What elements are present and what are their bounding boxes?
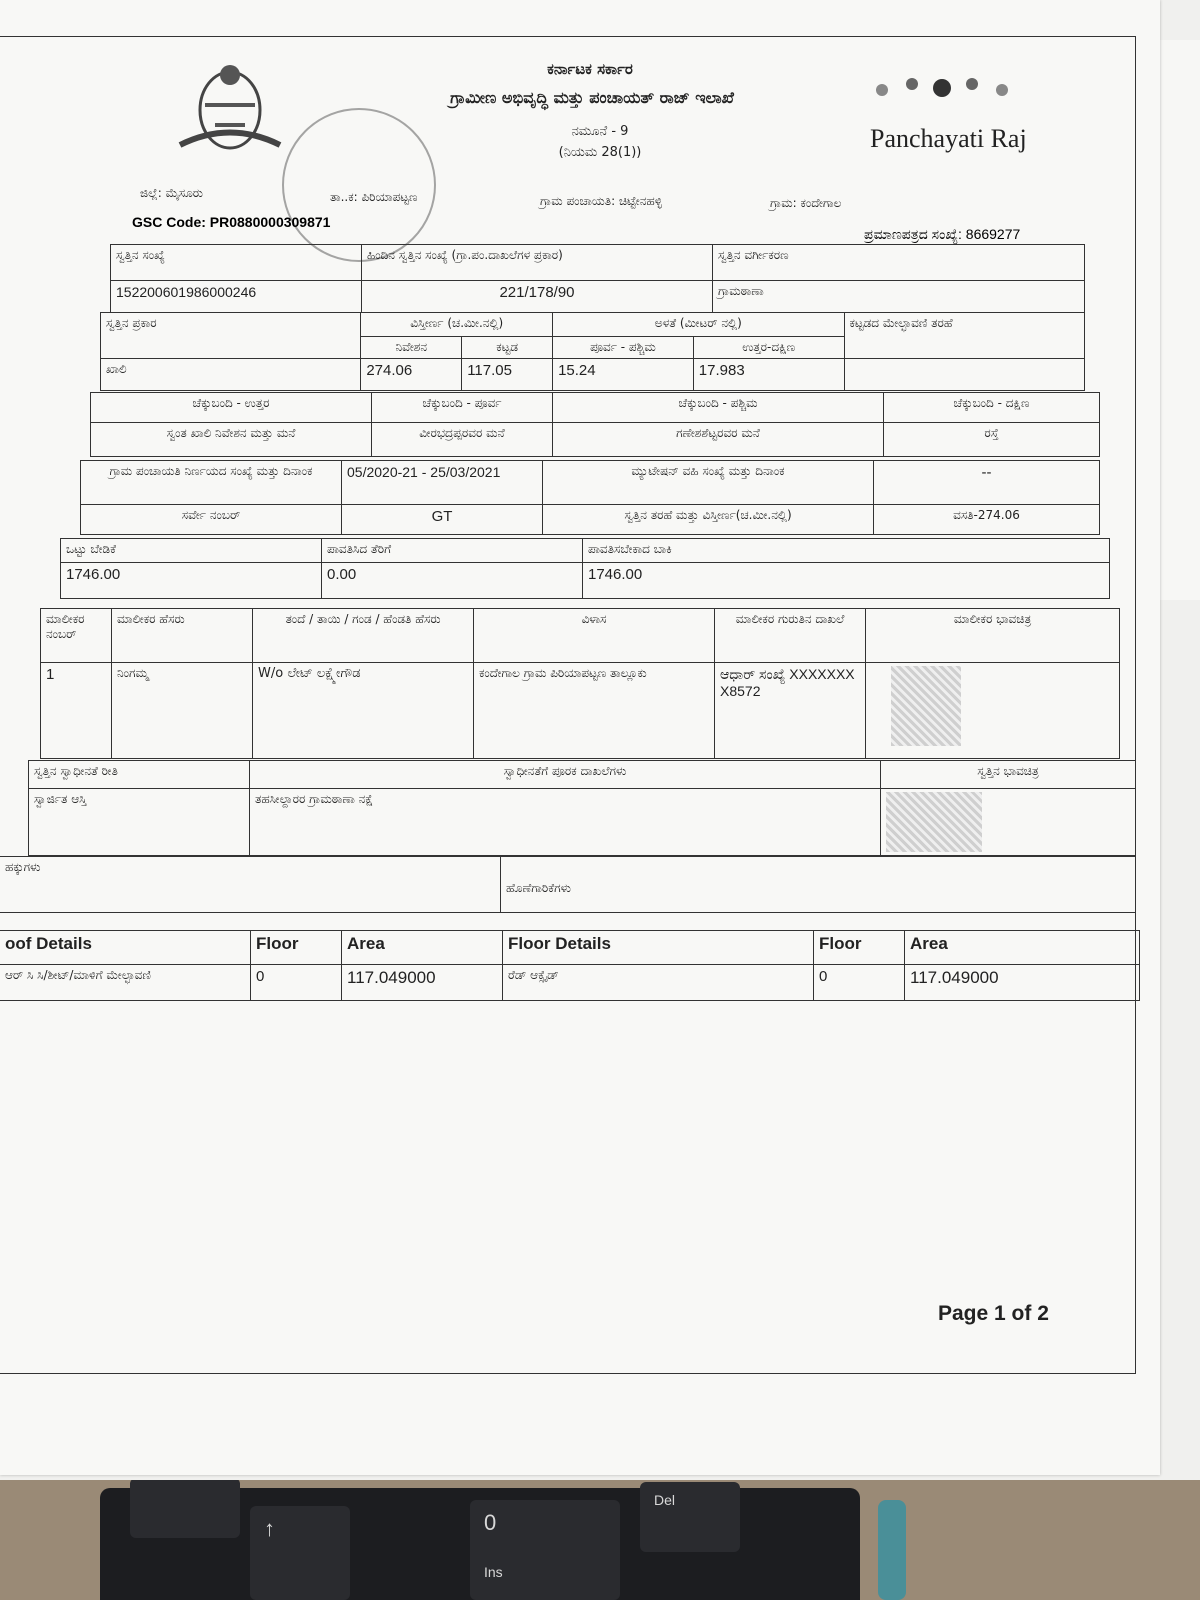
due-amount-value: 1746.00	[588, 566, 643, 583]
resolution-label: ಗ್ರಾಮ ಪಂಚಾಯತಿ ನಿರ್ಣಯದ ಸಂಖ್ಯೆ ಮತ್ತು ದಿನಾಂಕ	[109, 464, 313, 478]
taluk: ತಾ..ಕ: ಪಿರಿಯಾಪಟ್ಟಣ	[330, 190, 418, 204]
area-label: ವಿಸ್ತೀರ್ಣ (ಚ.ಮೀ.ನಲ್ಲಿ)	[410, 316, 504, 330]
liabilities-label: ಹೊಣೆಗಾರಿಕೆಗಳು	[506, 881, 571, 895]
roof-area-value: 117.049000	[347, 968, 436, 987]
panchayati-raj-logo-text: Panchayati Raj	[870, 124, 1027, 153]
owner-number: 1	[46, 666, 55, 683]
roof-type-label: ಕಟ್ಟಡದ ಮೇಲ್ಛಾವಣಿ ತರಹೆ	[849, 316, 953, 330]
property-id-value: 152200601986000246	[116, 284, 257, 300]
ownership-docs-label: ಸ್ವಾಧೀನತೆಗೆ ಪೂರಕ ದಾಖಲೆಗಳು	[503, 764, 627, 778]
mutation-value: --	[981, 464, 992, 481]
key-arrow-up	[250, 1506, 350, 1600]
survey-value: GT	[431, 508, 453, 525]
due-amount-label: ಪಾವತಿಸಬೇಕಾದ ಬಾಕಿ	[588, 542, 672, 556]
district: ಜಿಲ್ಲೆ: ಮೈಸೂರು	[140, 186, 203, 200]
paid-tax-value: 0.00	[327, 566, 357, 583]
north-boundary-label: ಚೆಕ್ಕುಬಂದಿ - ಉತ್ತರ	[192, 396, 270, 410]
north-south-label: ಉತ್ತರ-ದಕ್ಷಿಣ	[742, 340, 796, 354]
paid-tax-label: ಪಾವತಿಸಿದ ತೆರಿಗೆ	[327, 542, 392, 556]
key-ins	[470, 1500, 620, 1600]
east-boundary-value: ವೀರಭದ್ರಪ್ಪರವರ ಮನೆ	[419, 426, 505, 440]
floor-area-header: Area	[910, 934, 948, 953]
total-demand-value: 1746.00	[66, 566, 121, 583]
east-west-label: ಪೂರ್ವ - ಪಶ್ಚಿಮ	[590, 340, 656, 354]
roof-details-title: oof Details	[5, 934, 92, 953]
owner-relation-header-label: ತಂದೆ / ತಾಯಿ / ಗಂಡ / ಹೆಂಡತಿ ಹೆಸರು	[285, 612, 441, 626]
old-property-id-label: ಹಿಂದಿನ ಸ್ವತ್ತಿನ ಸಂಖ್ಯೆ (ಗ್ರಾ.ಪಂ.ದಾಖಲೆಗಳ ಪ್ರಕಾರ)	[367, 248, 563, 262]
north-south-value: 17.983	[698, 362, 745, 379]
owner-address-header-label: ವಿಳಾಸ	[581, 612, 607, 626]
ownership-method-value: ಸ್ವಾರ್ಜಿತ ಆಸ್ತಿ	[34, 792, 87, 806]
rights-label: ಹಕ್ಕುಗಳು	[5, 860, 41, 874]
owner-name-header-label: ಮಾಲೀಕರ ಹೆಸರು	[117, 612, 185, 626]
dimension-label: ಅಳತೆ (ಮೀಟರ್ ನಲ್ಲಿ)	[654, 316, 742, 330]
owner-id-document: ಆಧಾರ್ ಸಂಖ್ಯೆ XXXXXXXX8572	[720, 666, 855, 699]
north-boundary-value: ಸ್ವಂತ ಖಾಲಿ ನಿವೇಶನ ಮತ್ತು ಮನೆ	[166, 426, 296, 440]
certificate-number: ಪ್ರಮಾಣಪತ್ರದ ಸಂಖ್ಯೆ: 8669277	[864, 226, 1021, 242]
floor-details-title: Floor Details	[508, 934, 611, 953]
roof-area-header: Area	[347, 934, 385, 953]
mutation-label: ಮ್ಯುಟೇಷನ್ ವಹಿ ಸಂಖ್ಯೆ ಮತ್ತು ದಿನಾಂಕ	[631, 464, 785, 478]
keyboard	[100, 1488, 860, 1600]
owner-photo-header-label: ಮಾಲೀಕರ ಭಾವಚಿತ್ರ	[953, 612, 1032, 626]
key-ins-label: Ins	[484, 1564, 503, 1580]
owner-number-header: ಮಾಲೀಕರ ನಂಬರ್	[46, 612, 85, 641]
floor-floor-value: 0	[819, 968, 828, 985]
west-boundary-label: ಚೆಕ್ಕುಬಂದಿ - ಪಶ್ಚಿಮ	[678, 396, 758, 410]
rule-number: (ನಿಯಮ 28(1))	[558, 145, 642, 160]
floor-floor-header: Floor	[819, 934, 862, 953]
gram-panchayat: ಗ್ರಾಮ ಪಂಚಾಯತಿ: ಚಿಟ್ಟೇನಹಳ್ಳಿ	[540, 194, 663, 208]
classification-value: ಗ್ರಾಮಠಾಣಾ	[718, 284, 764, 298]
owner-relation: W/o ಲೇಟ್ ಲಕ್ಷ್ಮೇಗೌಡ	[258, 666, 361, 681]
roof-floor-value: 0	[256, 968, 265, 985]
key-del	[640, 1482, 740, 1552]
old-property-id-value: 221/178/90	[499, 284, 575, 301]
floor-type-value: ರೆಡ್ ಆಕ್ಸೈಡ್	[508, 968, 559, 982]
roof-floor-header: Floor	[256, 934, 299, 953]
property-type-label: ಸ್ವತ್ತಿನ ಪ್ರಕಾರ	[106, 316, 157, 330]
document-border	[0, 36, 1136, 1374]
site-area-value: 274.06	[366, 362, 413, 379]
pen	[878, 1500, 906, 1600]
building-area-value: 117.05	[467, 362, 512, 379]
page-number: Page 1 of 2	[938, 1302, 1049, 1325]
key-left	[130, 1478, 240, 1538]
south-boundary-value: ರಸ್ತೆ	[984, 426, 999, 440]
ownership-method-label: ಸ್ವತ್ತಿನ ಸ್ವಾಧೀನತೆ ರೀತಿ	[34, 764, 118, 778]
total-demand-label: ಒಟ್ಟು ಬೇಡಿಕೆ	[66, 542, 116, 556]
key-zero-label: 0	[484, 1510, 497, 1535]
key-del-label: Del	[654, 1492, 676, 1508]
form-number: ನಮೂನೆ - 9	[571, 124, 629, 139]
east-boundary-label: ಚೆಕ್ಕುಬಂದಿ - ಪೂರ್ವ	[422, 396, 502, 410]
property-photo-label: ಸ್ವತ್ತಿನ ಭಾವಚಿತ್ರ	[977, 764, 1039, 778]
west-boundary-value: ಗಣೇಶಶೆಟ್ಟರವರ ಮನೆ	[676, 426, 760, 440]
govt-title: ಕರ್ನಾಟಕ ಸರ್ಕಾರ	[547, 60, 633, 78]
area-type-label: ಸ್ವತ್ತಿನ ತರಹೆ ಮತ್ತು ವಿಸ್ತೀರ್ಣ(ಚ.ಮೀ.ನಲ್ಲಿ)	[624, 508, 792, 522]
owner-name: ನಿಂಗಮ್ಮ	[117, 666, 149, 680]
south-boundary-label: ಚೆಕ್ಕುಬಂದಿ - ದಕ್ಷಿಣ	[953, 396, 1030, 410]
survey-label: ಸರ್ವೇ ನಂಬರ್	[181, 508, 241, 522]
owner-address: ಕಂದೇಗಾಲ ಗ್ರಾಮ ಪಿರಿಯಾಪಟ್ಟಣ ತಾಲ್ಲೂಕು	[479, 666, 647, 680]
gsc-code: GSC Code: PR0880000309871	[132, 214, 331, 230]
east-west-value: 15.24	[558, 362, 596, 379]
key-arrow-label: ↑	[264, 1516, 275, 1541]
area-type-value: ವಸತಿ-274.06	[953, 508, 1020, 522]
property-id-label: ಸ್ವತ್ತಿನ ಸಂಖ್ಯೆ	[116, 248, 165, 262]
village: ಗ್ರಾಮ: ಕಂದೇಗಾಲ	[770, 196, 842, 210]
resolution-value: 05/2020-21 - 25/03/2021	[347, 464, 501, 480]
building-label: ಕಟ್ಟಡ	[496, 340, 518, 354]
property-type-value: ಖಾಲಿ	[106, 362, 127, 376]
roof-type-value: ಆರ್ ಸಿ ಸಿ/ಶೀಟ್/ಮಾಳಿಗೆ ಮೇಲ್ಛಾವಣಿ	[5, 968, 151, 982]
site-label: ನಿವೇಶನ	[395, 340, 428, 354]
ownership-docs-value: ತಹಸೀಲ್ದಾರರ ಗ್ರಾಮಠಾಣಾ ನಕ್ಷೆ	[255, 792, 374, 806]
owner-id-header-label: ಮಾಲೀಕರ ಗುರುತಿನ ದಾಖಲೆ	[735, 612, 845, 626]
dept-title: ಗ್ರಾಮೀಣ ಅಭಿವೃದ್ಧಿ ಮತ್ತು ಪಂಚಾಯತ್ ರಾಜ್ ಇಲಾಖೆ	[450, 88, 734, 107]
classification-label: ಸ್ವತ್ತಿನ ವರ್ಗೀಕರಣ	[718, 248, 789, 262]
floor-area-value: 117.049000	[910, 968, 999, 987]
